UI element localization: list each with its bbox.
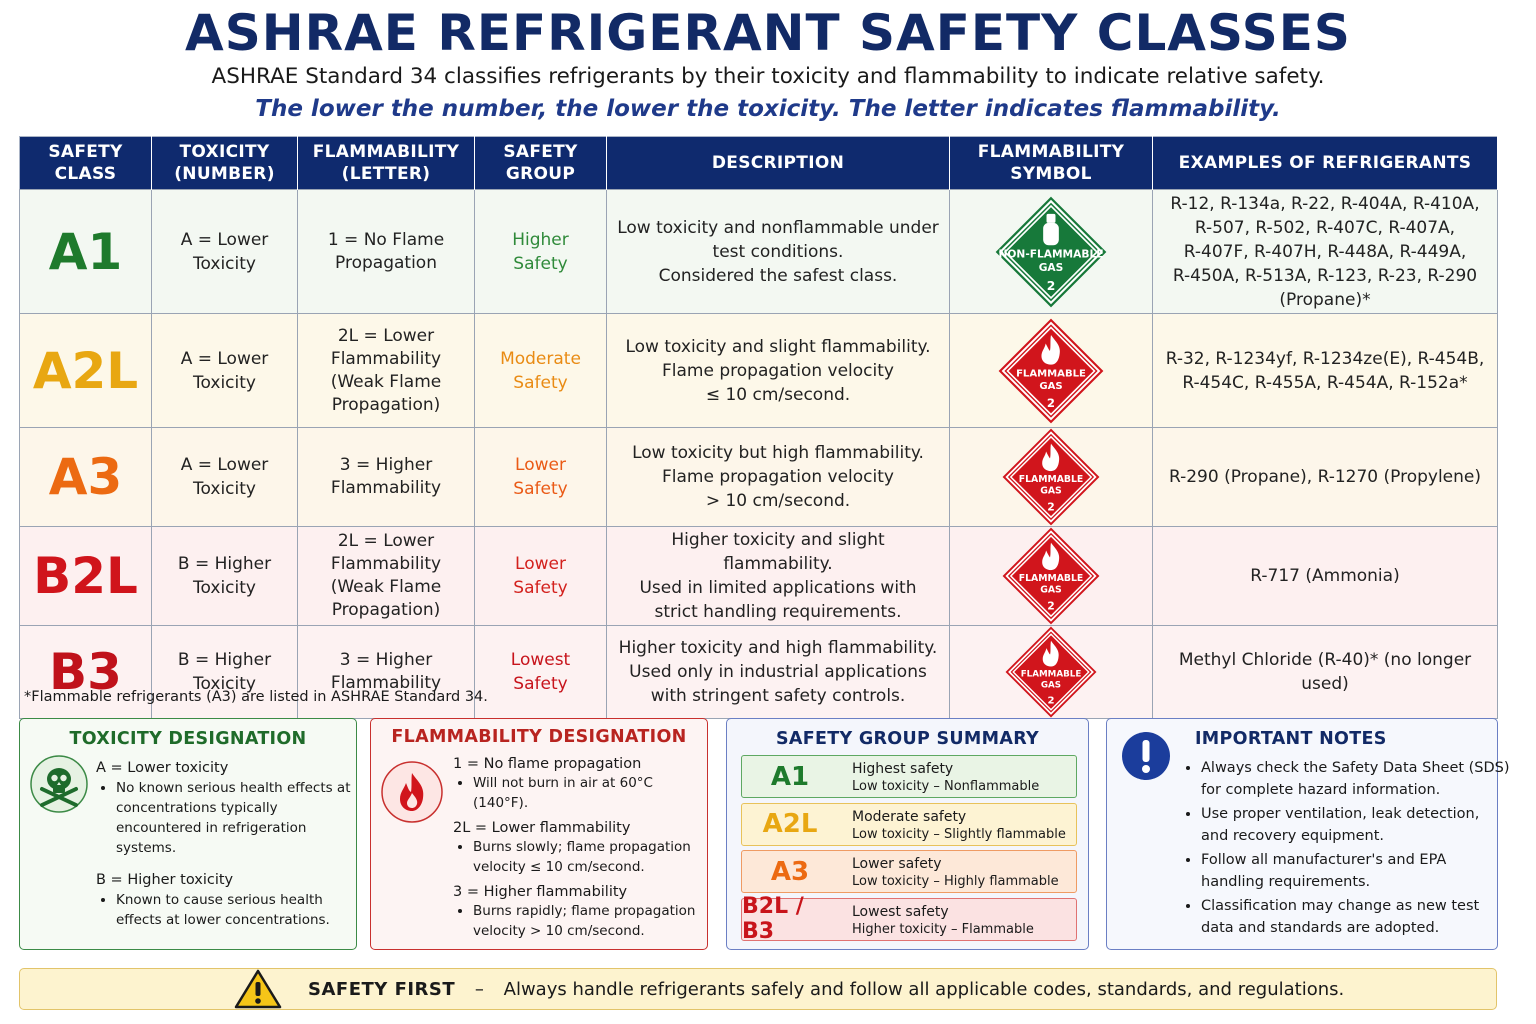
safety-class-code: A2L (32, 341, 139, 400)
examples-cell (1153, 190, 1498, 314)
flammability-text: Flammability (330, 478, 442, 498)
examples-cell (1153, 314, 1498, 428)
note-item: • Use proper ventilation, leak detection, and recovery equipment. (1201, 803, 1511, 847)
symbol-class-number: 2 (1047, 695, 1055, 707)
flammability-item-heading: 1 = No flame propagation (453, 756, 642, 772)
page-tagline: The lower the number, the lower the toxicity. The letter indicates flammability. (255, 96, 1281, 122)
flammability-text: Flammability (330, 554, 442, 574)
flammability-symbol-cell (950, 626, 1153, 719)
safety-class-cell (20, 190, 152, 314)
symbol-label-line2: GAS (1040, 584, 1062, 596)
symbol-label-line1: FLAMMABLE (1020, 669, 1082, 680)
flammability-symbol-cell (950, 428, 1153, 527)
description-text: Higher toxicity and high flammability. (618, 638, 938, 658)
flammable-gas-diamond-icon (1002, 428, 1100, 526)
safety-first-label: SAFETY FIRST (308, 979, 456, 1000)
examples-text: R-507, R-502, R-407C, R-407A, (1194, 217, 1456, 238)
safety-group-cell (475, 428, 607, 527)
symbol-label-line1: FLAMMABLE (1016, 367, 1086, 379)
table-header-text: (NUMBER) (174, 164, 275, 184)
toxicity-designation-box (19, 718, 357, 950)
examples-text: R-12, R-134a, R-22, R-404A, R-410A, (1170, 193, 1480, 214)
examples-cell (1153, 428, 1498, 527)
toxicity-cell (152, 527, 298, 626)
table-header-text: SYMBOL (1010, 164, 1092, 184)
safety-first-message: Always handle refrigerants safely and follow all applicable codes, standards, and regulations. (503, 979, 1345, 1000)
flammability-item-bullet: • Burns slowly; flame propagation velocity ≤ 10 cm/second. (473, 837, 703, 877)
table-header-text: EXAMPLES OF REFRIGERANTS (1178, 153, 1472, 173)
table-header-cell (950, 137, 1153, 190)
safety-group-code: A2L (762, 809, 818, 839)
toxicity-text: A = Lower (180, 455, 269, 475)
table-header-text: FLAMMABILITY (977, 142, 1125, 162)
flammability-text: Propagation (335, 252, 437, 273)
toxicity-cell (152, 314, 298, 428)
table-header-cell (20, 137, 152, 190)
description-text: strict handling requirements. (654, 602, 902, 622)
table-header-text: CLASS (54, 164, 117, 184)
safety-group-text: Safety (513, 372, 568, 393)
safety-class-code: B3 (49, 643, 122, 701)
description-cell (607, 527, 950, 626)
toxicity-a-heading: A = Lower toxicity (96, 760, 229, 776)
examples-text: R-407F, R-407H, R-448A, R-449A, (1183, 241, 1467, 262)
toxicity-box-title: TOXICITY DESIGNATION (69, 729, 307, 749)
flammability-item-heading: 3 = Higher flammability (453, 884, 628, 900)
table-header-cell (475, 137, 607, 190)
symbol-label-line2: GAS (1040, 485, 1062, 497)
toxicity-text: Toxicity (193, 578, 256, 598)
table-header-text: TOXICITY (179, 142, 270, 162)
table-footnote: *Flammable refrigerants (A3) are listed in ASHRAE Standard 34. (24, 689, 488, 705)
toxicity-b-heading: B = Higher toxicity (96, 872, 234, 888)
safety-group-cell (475, 314, 607, 428)
description-text: Flame propagation velocity (662, 467, 894, 487)
flammability-symbol-cell (950, 190, 1153, 314)
description-cell (607, 190, 950, 314)
flammability-item (453, 820, 703, 877)
safety-classes-table (19, 136, 1498, 719)
description-cell (607, 626, 950, 719)
flammability-symbol-cell (950, 527, 1153, 626)
table-row (20, 190, 1498, 314)
toxicity-text: Toxicity (193, 253, 256, 274)
flammability-text: Flammability (330, 673, 442, 693)
safety-group-text: Lower (515, 554, 566, 574)
toxicity-text: B = Higher (177, 650, 272, 670)
safety-group-code: A3 (770, 856, 810, 887)
safety-group-level: Lowest safety (852, 903, 949, 920)
safety-group-text: Safety (513, 253, 568, 274)
symbol-label-line1: FLAMMABLE (1018, 572, 1084, 584)
description-cell (607, 314, 950, 428)
flammability-cell (298, 527, 475, 626)
safety-group-text: Higher (512, 229, 569, 250)
table-row (20, 314, 1498, 428)
examples-text: (Propane)* (1279, 289, 1371, 310)
safety-group-summary-row (741, 894, 1077, 944)
description-text: Considered the safest class. (658, 265, 898, 286)
flammability-item (453, 884, 703, 941)
flammability-designation-box (370, 718, 708, 950)
notes-box-title: IMPORTANT NOTES (1195, 729, 1387, 749)
safety-group-level: Moderate safety (852, 808, 967, 825)
page-subtitle: ASHRAE Standard 34 classifies refrigerants by their toxicity and flammability to indicate relative safety. (211, 64, 1325, 89)
safety-group-text: Safety (513, 578, 568, 598)
note-item: • Always check the Safety Data Sheet (SDS) for complete hazard information. (1201, 757, 1511, 801)
table-row (20, 527, 1498, 626)
symbol-label-line1: FLAMMABLE (1018, 473, 1084, 485)
safety-first-banner (19, 968, 1497, 1010)
safety-group-level: Lower safety (852, 856, 942, 872)
safety-group-text: Safety (513, 479, 568, 499)
symbol-class-number: 2 (1047, 500, 1055, 514)
toxicity-cell (152, 428, 298, 527)
symbol-class-number: 2 (1046, 395, 1056, 410)
flammability-cell (298, 190, 475, 314)
examples-text: R-32, R-1234yf, R-1234ze(E), R-454B, (1165, 348, 1485, 369)
flammability-text: (Weak Flame (330, 371, 442, 392)
table-header-text: SAFETY (48, 142, 123, 162)
safety-group-text: Lower (515, 455, 566, 475)
toxicity-b-bullet: • Known to cause serious health effects at lower concentrations. (116, 890, 352, 930)
flammability-cell (298, 314, 475, 428)
note-item: • Follow all manufacturer's and EPA handling requirements. (1201, 849, 1511, 893)
symbol-label-line2: GAS (1040, 680, 1062, 691)
flammability-text: 2L = Lower (337, 325, 435, 346)
flammability-text: (Weak Flame (330, 577, 442, 597)
toxicity-text: Toxicity (193, 674, 256, 694)
table-header-text: SAFETY (503, 142, 578, 162)
description-text: Low toxicity but high flammability. (632, 443, 924, 463)
examples-cell (1153, 626, 1498, 719)
flame-icon (381, 761, 443, 827)
safety-group-detail: Low toxicity – Nonflammable (852, 779, 1040, 794)
toxicity-text: B = Higher (177, 554, 272, 574)
description-text: Used in limited applications with (639, 578, 917, 598)
exclamation-icon (1121, 731, 1171, 785)
toxicity-cell (152, 190, 298, 314)
flammability-text: Flammability (330, 348, 442, 369)
flammability-item-bullet: • Will not burn in air at 60°C (140°F). (473, 773, 703, 813)
table-header-text: GROUP (505, 164, 576, 184)
description-text: Low toxicity and slight flammability. (625, 336, 931, 357)
symbol-label-line1: NON-FLAMMABLE (998, 247, 1104, 261)
description-text: Higher toxicity and slight flammability. (671, 530, 885, 574)
page-title: ASHRAE REFRIGERANT SAFETY CLASSES (185, 4, 1351, 62)
flammability-text: 1 = No Flame (327, 229, 445, 250)
description-text: Flame propagation velocity (662, 360, 894, 381)
flammability-text: Propagation) (331, 600, 441, 620)
toxicity-a-bullet: • No known serious health effects at concentrations typically encountered in refrigeration systems. (116, 778, 352, 858)
safety-group-summary-row (741, 850, 1077, 893)
safety-group-cell (475, 190, 607, 314)
flammability-item-heading: 2L = Lower flammability (453, 820, 631, 836)
safety-class-cell (20, 428, 152, 527)
safety-group-cell (475, 626, 607, 719)
description-text: ≤ 10 cm/second. (705, 384, 851, 405)
table-row (20, 428, 1498, 527)
toxicity-text: Toxicity (193, 479, 256, 499)
description-text: Used only in industrial applications (629, 662, 927, 682)
examples-text: R-454C, R-455A, R-454A, R-152a* (1182, 372, 1468, 393)
table-header-text: FLAMMABILITY (312, 142, 460, 162)
table-header-cell (1153, 137, 1498, 190)
safety-class-code: A3 (48, 448, 123, 506)
description-text: with stringent safety controls. (650, 686, 906, 706)
safety-group-code: A1 (770, 761, 810, 792)
description-text: Low toxicity and nonflammable under (617, 217, 939, 238)
flammability-text: 3 = Higher (339, 455, 433, 475)
flammability-cell (298, 428, 475, 527)
safety-class-code: A1 (48, 222, 123, 281)
safety-group-cell (475, 527, 607, 626)
examples-text: R-717 (Ammonia) (1250, 566, 1400, 586)
flammability-symbol-cell (950, 314, 1153, 428)
description-cell (607, 428, 950, 527)
table-header-row (20, 137, 1498, 190)
table-header-text: DESCRIPTION (711, 153, 845, 173)
examples-text: R-450A, R-513A, R-123, R-23, R-290 (1172, 265, 1478, 286)
flammability-item-bullet: • Burns rapidly; flame propagation velocity > 10 cm/second. (473, 901, 703, 941)
table-header-cell (298, 137, 475, 190)
symbol-class-number: 2 (1047, 599, 1055, 613)
flammability-text: Propagation) (331, 394, 441, 415)
warning-icon (234, 969, 282, 1013)
toxicity-text: A = Lower (180, 229, 269, 250)
safety-group-text: Lowest (510, 650, 571, 670)
flammable-gas-diamond-icon (1002, 527, 1100, 625)
flammability-text: 2L = Lower (337, 531, 435, 551)
safety-group-code: B2L / B3 (742, 894, 804, 944)
safety-group-text: Moderate (500, 348, 581, 369)
toxicity-text: A = Lower (180, 348, 269, 369)
non-flammable-gas-diamond-icon (995, 196, 1107, 308)
table-header-cell (607, 137, 950, 190)
symbol-label-line2: GAS (1039, 380, 1063, 392)
safety-group-summary-box (726, 718, 1089, 950)
group-summary-title: SAFETY GROUP SUMMARY (776, 729, 1039, 749)
examples-text: R-290 (Propane), R-1270 (Propylene) (1168, 467, 1482, 487)
safety-class-code: B2L (33, 547, 138, 605)
safety-group-summary-row (741, 803, 1077, 846)
table-header-cell (152, 137, 298, 190)
banner-dash: – (474, 979, 484, 1000)
safety-group-detail: Low toxicity – Highly flammable (852, 874, 1059, 889)
important-notes-box (1106, 718, 1510, 950)
safety-group-level: Highest safety (852, 761, 954, 777)
symbol-class-number: 2 (1046, 278, 1056, 293)
examples-cell (1153, 527, 1498, 626)
note-item: • Classification may change as new test data and standards are adopted. (1201, 895, 1511, 939)
skull-crossbones-icon (30, 755, 88, 817)
safety-group-detail: Higher toxicity – Flammable (852, 921, 1034, 937)
safety-group-text: Safety (513, 674, 568, 694)
table-header-text: (LETTER) (341, 164, 431, 184)
flammability-item (453, 756, 703, 813)
safety-class-cell (20, 314, 152, 428)
flammable-gas-diamond-icon (998, 318, 1104, 424)
safety-group-summary-row (741, 755, 1077, 798)
symbol-label-line2: GAS (1038, 260, 1064, 274)
description-text: test conditions. (712, 241, 844, 262)
safety-class-cell (20, 527, 152, 626)
examples-text: Methyl Chloride (R-40)* (no longer used) (1178, 650, 1472, 694)
description-text: > 10 cm/second. (705, 491, 851, 511)
flammable-gas-diamond-icon (1005, 626, 1097, 718)
safety-group-detail: Low toxicity – Slightly flammable (852, 826, 1066, 842)
flammability-text: 3 = Higher (339, 650, 433, 670)
flammability-box-title: FLAMMABILITY DESIGNATION (391, 727, 687, 747)
toxicity-text: Toxicity (193, 372, 256, 393)
